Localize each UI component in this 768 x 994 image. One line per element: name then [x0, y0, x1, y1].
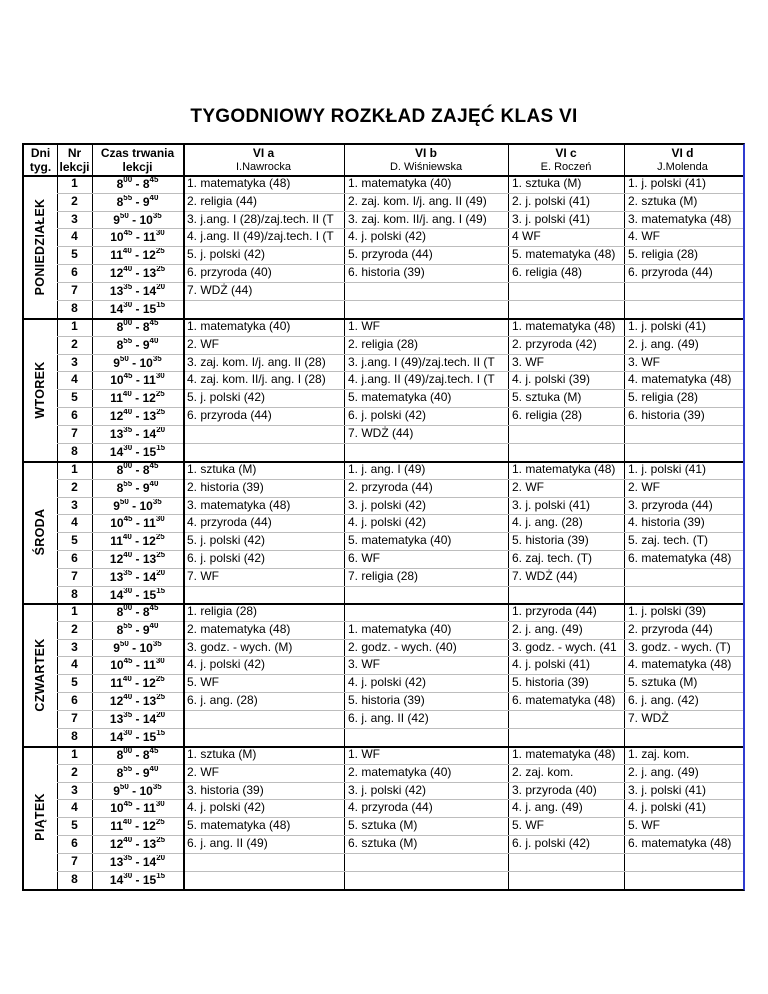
lesson-cell: 4. j. polski (41)	[512, 657, 591, 672]
lesson-cell: 3. j. polski (41)	[512, 497, 591, 512]
lesson-cell: 4. j. polski (39)	[512, 372, 591, 387]
lesson-cell: 2. godz. - wych. (40)	[348, 639, 457, 654]
lesson-cell: 6. historia (39)	[628, 408, 705, 423]
lesson-cell: 6. WF	[348, 551, 380, 566]
lesson-cell: 3. godz. - wych. (41	[512, 639, 617, 654]
lesson-number: 3	[71, 497, 78, 512]
lesson-number: 3	[71, 211, 78, 226]
lesson-cell: 4. zaj. kom. II/j. ang. I (28)	[187, 372, 326, 387]
lesson-time: $10^{45} - 11^{30}$	[110, 373, 165, 388]
lesson-time: $9^{50} - 10^{35}$	[113, 640, 162, 655]
day-label: PONIEDZIAŁEK	[33, 198, 47, 295]
lesson-number: 8	[71, 871, 78, 886]
lesson-number: 6	[71, 408, 78, 423]
lesson-number: 1	[71, 319, 78, 333]
lesson-time: $8^{55} - 9^{40}$	[116, 765, 159, 780]
lesson-cell: 1. j. polski (39)	[628, 604, 707, 618]
page-title: TYGODNIOWY ROZKŁAD ZAJĘĆ KLAS VI	[190, 106, 578, 127]
lesson-time: $8^{55} - 9^{40}$	[116, 480, 159, 495]
lesson-time: $12^{40} - 13^{25}$	[109, 694, 166, 709]
lesson-number: 2	[71, 621, 78, 636]
lesson-cell: 3. godz. - wych. (T)	[628, 639, 731, 654]
lesson-cell: 5. historia (39)	[512, 533, 589, 548]
lesson-number: 1	[71, 176, 78, 190]
lesson-time: $12^{40} - 13^{25}$	[109, 266, 166, 281]
lesson-number: 7	[71, 425, 78, 440]
lesson-cell: 6. matematyka (48)	[628, 836, 732, 851]
lesson-time: $13^{35} - 14^{20}$	[109, 426, 166, 441]
lesson-time: $14^{30} - 15^{15}$	[109, 872, 166, 887]
lesson-cell: 2. WF	[512, 479, 544, 494]
lesson-cell: 4 WF	[512, 229, 541, 244]
lesson-cell: 2. zaj. kom. I/j. ang. II (49)	[348, 193, 487, 208]
lesson-cell: 5. religia (28)	[628, 390, 699, 405]
lesson-number: 3	[71, 782, 78, 797]
class-teacher: D. Wiśniewska	[389, 161, 463, 173]
lesson-cell: 2. j. ang. (49)	[512, 621, 583, 636]
lesson-time: $12^{40} - 13^{25}$	[109, 409, 166, 424]
lesson-number: 2	[71, 764, 78, 779]
lesson-cell: 3. godz. - wych. (M)	[187, 639, 293, 654]
lesson-cell: 4. matematyka (48)	[628, 372, 732, 387]
lesson-cell: 2. przyroda (44)	[628, 621, 713, 636]
class-name: VI d	[671, 146, 694, 160]
lesson-cell: 3. przyroda (44)	[628, 497, 713, 512]
lesson-time: $11^{40} - 12^{25}$	[110, 534, 165, 549]
lesson-cell: 1. j. polski (41)	[628, 176, 707, 190]
lesson-time: $14^{30} - 15^{15}$	[109, 301, 166, 316]
lesson-cell: 1. WF	[348, 319, 380, 333]
lesson-cell: 4. historia (39)	[628, 515, 705, 530]
lesson-cell: 1. j. polski (41)	[628, 319, 707, 333]
lesson-number: 5	[71, 675, 78, 690]
lesson-cell: 4. WF	[628, 229, 660, 244]
lesson-time: $9^{50} - 10^{35}$	[113, 355, 162, 370]
day-label: WTOREK	[33, 360, 47, 419]
lesson-time: $11^{40} - 12^{25}$	[110, 391, 165, 406]
lesson-cell: 2. j. ang. (49)	[628, 764, 699, 779]
lesson-cell: 2. matematyka (40)	[348, 764, 452, 779]
lesson-time: $10^{45} - 11^{30}$	[110, 658, 165, 673]
lesson-cell: 5. WF	[628, 818, 660, 833]
lesson-time: $11^{40} - 12^{25}$	[110, 248, 165, 263]
lesson-number: 6	[71, 551, 78, 566]
lesson-time: $13^{35} - 14^{20}$	[109, 854, 166, 869]
lesson-cell: 6. sztuka (M)	[348, 836, 418, 851]
header-day-label-2: tyg.	[29, 160, 52, 174]
lesson-time: $8^{55} - 9^{40}$	[116, 622, 159, 637]
lesson-cell: 6. religia (28)	[512, 408, 583, 423]
lesson-time: $8^{00} - 8^{45}$	[116, 605, 159, 619]
lesson-time: $8^{00} - 8^{45}$	[116, 320, 159, 334]
lesson-cell: 1. sztuka (M)	[512, 176, 582, 190]
lesson-cell: 2. historia (39)	[187, 479, 264, 494]
lesson-cell: 6. historia (39)	[348, 265, 425, 280]
lesson-cell: 6. j. ang. (42)	[628, 693, 699, 708]
lesson-cell: 2. religia (44)	[187, 193, 258, 208]
lesson-cell: 3. przyroda (40)	[512, 782, 597, 797]
lesson-time: $8^{55} - 9^{40}$	[116, 194, 159, 209]
row-divider	[57, 443, 743, 444]
lesson-cell: 4. j. polski (42)	[348, 675, 427, 690]
lesson-cell: 6. przyroda (44)	[628, 265, 713, 280]
lesson-cell: 1. matematyka (48)	[187, 176, 291, 190]
lesson-cell: 3. zaj. kom. II/j. ang. I (49)	[348, 211, 487, 226]
timetable-grid	[22, 143, 745, 891]
lesson-cell: 2. sztuka (M)	[628, 193, 698, 208]
lesson-cell: 3. j.ang. I (28)/zaj.tech. II (T	[187, 211, 334, 226]
lesson-time: $9^{50} - 10^{35}$	[113, 783, 162, 798]
lesson-number: 7	[71, 282, 78, 297]
lesson-cell: 2. religia (28)	[348, 336, 419, 351]
day-label: ŚRODA	[33, 508, 47, 556]
lesson-cell: 2. j. polski (41)	[512, 193, 591, 208]
lesson-cell: 5. j. polski (42)	[187, 390, 266, 405]
lesson-cell: 1. matematyka (40)	[348, 621, 452, 636]
lesson-cell: 6. j. ang. II (42)	[348, 710, 429, 725]
lesson-cell: 5. historia (39)	[512, 675, 589, 690]
lesson-number: 3	[71, 639, 78, 654]
lesson-cell: 6. zaj. tech. (T)	[512, 551, 593, 566]
header-time-label-2: lekcji	[122, 160, 153, 174]
lesson-cell: 7. WDŻ (44)	[512, 568, 578, 583]
lesson-cell: 5. sztuka (M)	[512, 390, 582, 405]
lesson-cell: 4. j. ang. (49)	[512, 800, 583, 815]
lesson-time: $10^{45} - 11^{30}$	[110, 801, 165, 816]
lesson-number: 7	[71, 710, 78, 725]
lesson-number: 4	[71, 800, 78, 815]
lesson-cell: 3. j. polski (41)	[628, 782, 707, 797]
lesson-cell: 5. WF	[187, 675, 219, 690]
class-teacher: E. Roczeń	[540, 161, 592, 173]
lesson-number: 6	[71, 836, 78, 851]
lesson-cell: 3. historia (39)	[187, 782, 264, 797]
lesson-cell: 1. sztuka (M)	[187, 462, 257, 476]
lesson-cell: 2. WF	[187, 336, 219, 351]
lesson-cell: 1. matematyka (48)	[512, 747, 616, 761]
lesson-cell: 3. j. polski (42)	[348, 782, 427, 797]
lesson-cell: 4. przyroda (44)	[348, 800, 433, 815]
lesson-cell: 3. j.ang. I (49)/zaj.tech. II (T	[348, 354, 495, 369]
lesson-number: 5	[71, 390, 78, 405]
lesson-cell: 4. przyroda (44)	[187, 515, 272, 530]
row-divider	[57, 853, 743, 854]
lesson-number: 7	[71, 853, 78, 868]
lesson-time: $10^{45} - 11^{30}$	[110, 230, 165, 245]
lesson-cell: 7. WDŻ	[628, 710, 669, 725]
lesson-time: $11^{40} - 12^{25}$	[110, 676, 165, 691]
lesson-cell: 4. j. polski (42)	[348, 229, 427, 244]
lesson-cell: 5. j. polski (42)	[187, 247, 266, 262]
lesson-cell: 4. j.ang. II (49)/zaj.tech. I (T	[187, 229, 334, 244]
lesson-cell: 6. j. polski (42)	[348, 408, 427, 423]
lesson-number: 4	[71, 229, 78, 244]
lesson-cell: 6. przyroda (40)	[187, 265, 272, 280]
lesson-cell: 7. WDŻ (44)	[348, 425, 414, 440]
class-name: VI c	[555, 146, 577, 160]
lesson-cell: 6. przyroda (44)	[187, 408, 272, 423]
lesson-number: 6	[71, 265, 78, 280]
lesson-number: 4	[71, 372, 78, 387]
lesson-cell: 5. matematyka (48)	[187, 818, 291, 833]
lesson-time: $10^{45} - 11^{30}$	[110, 516, 165, 531]
lesson-number: 5	[71, 247, 78, 262]
lesson-cell: 1. j. polski (41)	[628, 462, 707, 476]
lesson-cell: 4. j. polski (42)	[348, 515, 427, 530]
lesson-cell: 2. WF	[187, 764, 219, 779]
lesson-number: 1	[71, 462, 78, 476]
lesson-cell: 5. religia (28)	[628, 247, 699, 262]
lesson-number: 4	[71, 657, 78, 672]
lesson-cell: 1. WF	[348, 747, 380, 761]
lesson-cell: 5. sztuka (M)	[348, 818, 418, 833]
lesson-cell: 1. j. ang. I (49)	[348, 462, 426, 476]
lesson-time: $9^{50} - 10^{35}$	[113, 212, 162, 227]
lesson-number: 8	[71, 586, 78, 601]
lesson-time: $14^{30} - 15^{15}$	[109, 444, 166, 459]
lesson-time: $8^{00} - 8^{45}$	[116, 177, 159, 191]
lesson-cell: 4. j.ang. II (49)/zaj.tech. I (T	[348, 372, 495, 387]
lesson-cell: 1. zaj. kom.	[628, 747, 690, 761]
lesson-number: 2	[71, 479, 78, 494]
lesson-time: $12^{40} - 13^{25}$	[109, 552, 166, 567]
lesson-time: $13^{35} - 14^{20}$	[109, 569, 166, 584]
header-nr-label-2: lekcji	[59, 160, 90, 174]
lesson-cell: 2. zaj. kom.	[512, 764, 574, 779]
day-label: CZWARTEK	[33, 637, 47, 712]
lesson-cell: 5. historia (39)	[348, 693, 425, 708]
lesson-cell: 6. j. ang. (28)	[187, 693, 258, 708]
lesson-cell: 1. przyroda (44)	[512, 604, 597, 618]
lesson-cell: 5. zaj. tech. (T)	[628, 533, 709, 548]
lesson-cell: 1. religia (28)	[187, 604, 258, 618]
lesson-number: 6	[71, 693, 78, 708]
lesson-cell: 7. WF	[187, 568, 219, 583]
lesson-cell: 1. matematyka (40)	[187, 319, 291, 333]
lesson-cell: 4. j. polski (42)	[187, 800, 266, 815]
lesson-cell: 3. j. polski (42)	[348, 497, 427, 512]
lesson-cell: 4. j. polski (42)	[187, 657, 266, 672]
lesson-cell: 6. matematyka (48)	[512, 693, 616, 708]
lesson-time: $8^{00} - 8^{45}$	[116, 748, 159, 762]
lesson-number: 1	[71, 747, 78, 761]
lesson-cell: 1. matematyka (48)	[512, 462, 616, 476]
lesson-cell: 2. przyroda (42)	[512, 336, 597, 351]
lesson-cell: 5. WF	[512, 818, 544, 833]
lesson-cell: 5. j. polski (42)	[187, 533, 266, 548]
lesson-cell: 5. matematyka (48)	[512, 247, 616, 262]
lesson-number: 8	[71, 728, 78, 743]
row-divider	[57, 300, 743, 301]
row-divider	[57, 871, 743, 872]
class-name: VI a	[252, 146, 275, 160]
lesson-number: 2	[71, 336, 78, 351]
header-day-label: Dni	[30, 146, 51, 160]
lesson-time: $13^{35} - 14^{20}$	[109, 283, 166, 298]
lesson-cell: 5. sztuka (M)	[628, 675, 698, 690]
class-teacher: J.Molenda	[657, 161, 708, 173]
lesson-cell: 1. matematyka (40)	[348, 176, 452, 190]
lesson-time: $13^{35} - 14^{20}$	[109, 711, 166, 726]
lesson-cell: 2. j. ang. (49)	[628, 336, 699, 351]
lesson-cell: 4. j. polski (41)	[628, 800, 707, 815]
lesson-number: 2	[71, 193, 78, 208]
lesson-time: $14^{30} - 15^{15}$	[109, 729, 166, 744]
lesson-cell: 7. WDŻ (44)	[187, 282, 253, 297]
lesson-number: 7	[71, 568, 78, 583]
lesson-time: $12^{40} - 13^{25}$	[109, 837, 166, 852]
lesson-number: 5	[71, 533, 78, 548]
lesson-cell: 3. j. polski (41)	[512, 211, 591, 226]
lesson-cell: 1. sztuka (M)	[187, 747, 257, 761]
lesson-cell: 6. j. ang. II (49)	[187, 836, 268, 851]
lesson-number: 8	[71, 300, 78, 315]
class-name: VI b	[414, 146, 437, 160]
row-divider	[57, 282, 743, 283]
lesson-cell: 6. j. polski (42)	[187, 551, 266, 566]
lesson-cell: 5. matematyka (40)	[348, 390, 452, 405]
lesson-time: $14^{30} - 15^{15}$	[109, 587, 166, 602]
lesson-time: $8^{00} - 8^{45}$	[116, 463, 159, 477]
lesson-cell: 3. WF	[348, 657, 380, 672]
lesson-time: $8^{55} - 9^{40}$	[116, 337, 159, 352]
lesson-cell: 6. matematyka (48)	[628, 551, 732, 566]
lesson-time: $11^{40} - 12^{25}$	[110, 819, 165, 834]
lesson-cell: 3. zaj. kom. I/j. ang. II (28)	[187, 354, 326, 369]
lesson-cell: 1. matematyka (48)	[512, 319, 616, 333]
header-time-label: Czas trwania	[100, 146, 175, 160]
lesson-number: 5	[71, 818, 78, 833]
lesson-cell: 3. matematyka (48)	[628, 211, 732, 226]
lesson-time: $9^{50} - 10^{35}$	[113, 498, 162, 513]
lesson-cell: 5. matematyka (40)	[348, 533, 452, 548]
lesson-number: 3	[71, 354, 78, 369]
lesson-cell: 2. matematyka (48)	[187, 621, 291, 636]
lesson-cell: 3. WF	[628, 354, 660, 369]
day-label: PIĄTEK	[33, 792, 47, 841]
lesson-cell: 2. WF	[628, 479, 660, 494]
lesson-cell: 3. matematyka (48)	[187, 497, 291, 512]
lesson-cell: 7. religia (28)	[348, 568, 419, 583]
lesson-number: 8	[71, 443, 78, 458]
lesson-cell: 2. przyroda (44)	[348, 479, 433, 494]
lesson-cell: 3. WF	[512, 354, 544, 369]
class-teacher: I.Nawrocka	[235, 161, 292, 173]
row-divider	[57, 586, 743, 587]
lesson-number: 1	[71, 604, 78, 618]
lesson-cell: 5. przyroda (44)	[348, 247, 433, 262]
lesson-cell: 6. religia (48)	[512, 265, 583, 280]
lesson-cell: 4. j. ang. (28)	[512, 515, 583, 530]
lesson-number: 4	[71, 515, 78, 530]
lesson-cell: 6. j. polski (42)	[512, 836, 591, 851]
lesson-cell: 4. matematyka (48)	[628, 657, 732, 672]
row-divider	[57, 728, 743, 729]
header-nr-label: Nr	[67, 146, 82, 160]
